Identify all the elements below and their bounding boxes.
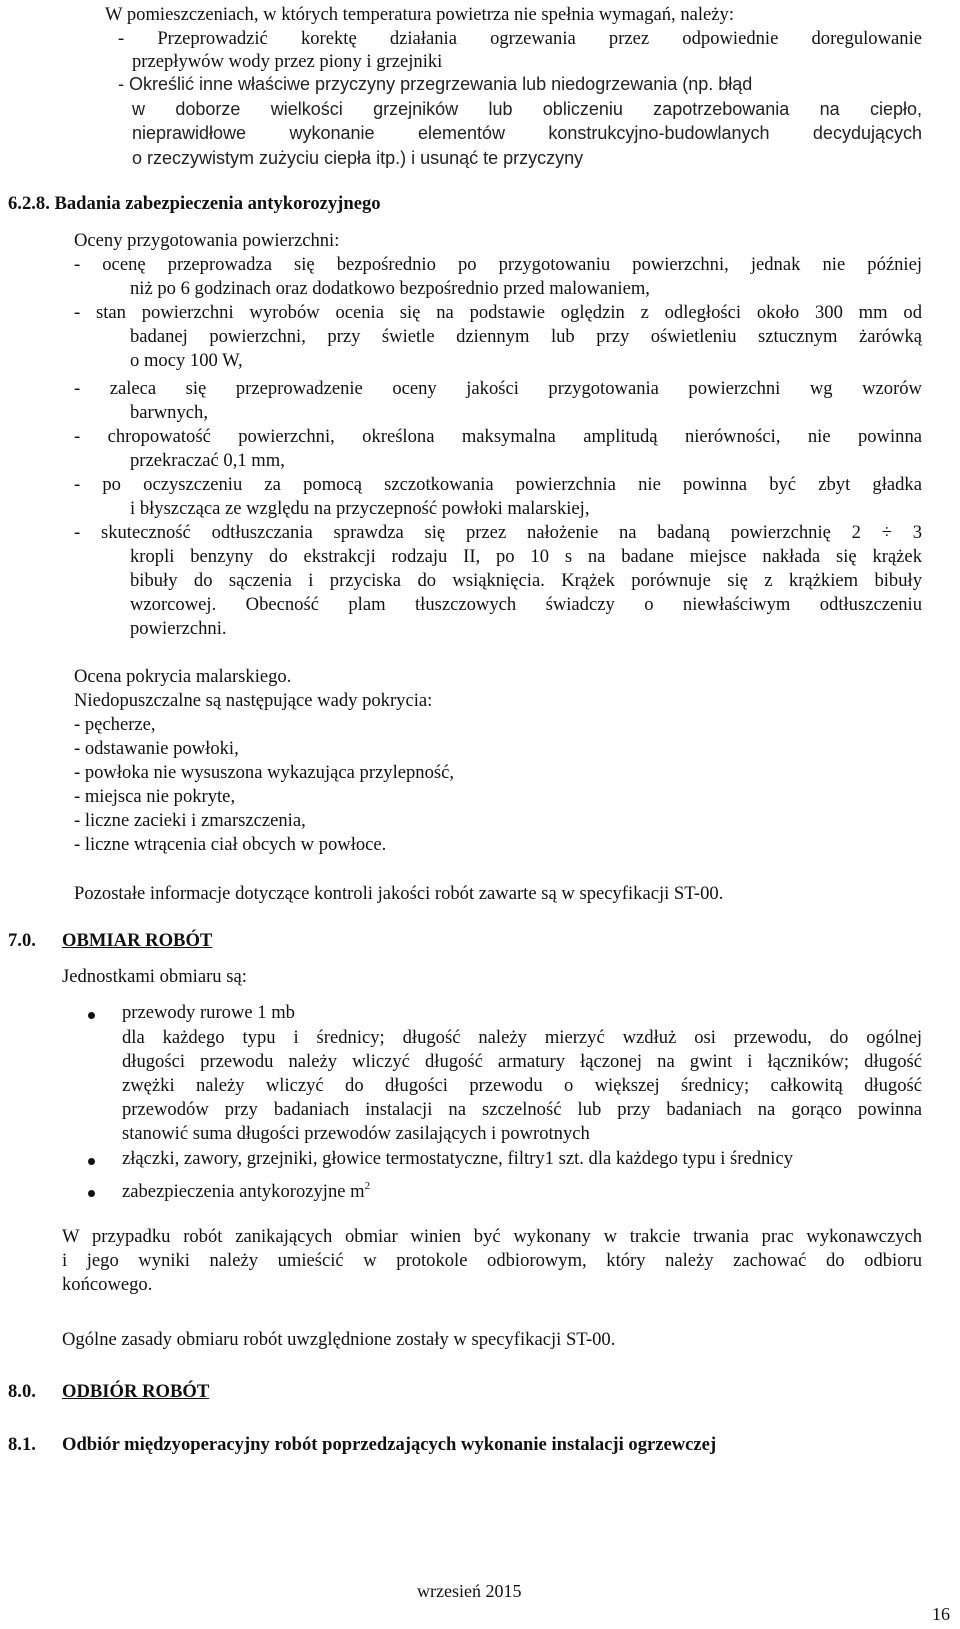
section-number: 8.1. [8, 1434, 36, 1455]
list-item: - stan powierzchni wyrobów ocenia się na podstawie oględzin z odległości około 300 mm od [74, 302, 922, 323]
list-item-continuation: przepływów wody przez piony i grzejniki [132, 51, 443, 72]
intro-text: W pomieszczeniach, w których temperatura powietrza nie spełnia wymagań, należy: [105, 4, 735, 25]
page-number: 16 [932, 1604, 950, 1624]
section-title: OBMIAR ROBÓT [62, 930, 213, 951]
list-item: - zaleca się przeprowadzenie oceny jakości przygotowania powierzchni wg wzorów [74, 378, 922, 399]
paragraph-line: i jego wyniki należy umieścić w protokole odbiorowym, który należy zachować do odbioru [62, 1250, 922, 1271]
list-item-continuation: o rzeczywistym zużyciu ciepła itp.) i usunąć te przyczyny [132, 148, 584, 168]
list-item: - ocenę przeprowadza się bezpośrednio po przygotowaniu powierzchni, jednak nie później [74, 254, 922, 275]
paragraph-line: W przypadku robót zanikających obmiar winien być wykonany w trakcie trwania prac wykonawczych [62, 1226, 922, 1247]
list-item: - Przeprowadzić korektę działania ogrzewania przez odpowiednie doregulowanie [118, 28, 922, 49]
list-item-continuation: w doborze wielkości grzejników lub obliczeniu zapotrzebowania na ciepło, [132, 99, 922, 119]
subheading: Oceny przygotowania powierzchni: [74, 230, 340, 251]
bullet-icon [88, 1012, 95, 1019]
section-number: 8.0. [8, 1381, 36, 1402]
list-item: - po oczyszczeniu za pomocą szczotkowania powierzchnia nie powinna być zbyt gładka [74, 474, 922, 495]
bullet-icon [88, 1190, 95, 1197]
bullet-item-line: zwężki należy wliczyć do długości przewodu o większej średnicy; całkowitą długość [122, 1075, 922, 1096]
bullet-item-line: dla każdego typu i średnicy; długość należy mierzyć wzdłuż osi przewodu, do ogólnej [122, 1027, 922, 1048]
bullet-item-title: przewody rurowe 1 mb [122, 1002, 295, 1023]
list-item-continuation: o mocy 100 W, [130, 350, 243, 371]
list-item: - chropowatość powierzchni, określona maksymalna amplitudą nierówności, nie powinna [74, 426, 922, 447]
list-item: - odstawanie powłoki, [74, 738, 239, 759]
list-item: - skuteczność odtłuszczania sprawdza się przez nałożenie na badaną powierzchnię 2 ÷ 3 [74, 522, 922, 543]
list-item-continuation: bibuły do sączenia i przyciska do wsiąknięcia. Krążek porównuje się z krążkiem bibuły [130, 570, 922, 591]
list-item-continuation: przekraczać 0,1 mm, [130, 450, 285, 471]
list-item: - pęcherze, [74, 714, 156, 735]
coating-title: Ocena pokrycia malarskiego. [74, 666, 292, 687]
section-heading: 6.2.8. Badania zabezpieczenia antykorozyjnego [8, 193, 381, 214]
units-label: Jednostkami obmiaru są: [62, 966, 247, 987]
bullet-item-line: przewodów przy badaniach instalacji na szczelność lub przy badaniach na gorąco powinna [122, 1099, 922, 1120]
list-item-continuation: i błyszcząca ze względu na przyczepność powłoki malarskiej, [130, 498, 590, 519]
bullet-item-title: zabezpieczenia antykorozyjne $m^2$ [122, 1180, 371, 1202]
list-item-continuation: kropli benzyny do ekstrakcji rodzaju II, po 10 s na badane miejsce nakłada się krążek [130, 546, 922, 567]
paragraph-line: końcowego. [62, 1274, 153, 1295]
list-item-continuation: powierzchni. [130, 618, 227, 639]
superscript: 2 [364, 1180, 371, 1192]
remaining-info: Pozostałe informacje dotyczące kontroli jakości robót zawarte są w specyfikacji ST-00. [74, 883, 724, 904]
coating-intro: Niedopuszczalne są następujące wady pokrycia: [74, 690, 433, 711]
list-item-continuation: niż po 6 godzinach oraz dodatkowo bezpośrednio przed malowaniem, [130, 278, 650, 299]
list-item: - liczne zacieki i zmarszczenia, [74, 810, 306, 831]
list-item: - Określić inne właściwe przyczyny przegrzewania lub niedogrzewania (np. błąd [118, 74, 753, 94]
section-title: ODBIÓR ROBÓT [62, 1381, 210, 1402]
bullet-item-line: stanowić suma długości przewodów zasilających i powrotnych [122, 1123, 590, 1144]
list-item-continuation: wzorcowej. Obecność plam tłuszczowych świadczy o niewłaściwym odtłuszczeniu [130, 594, 922, 615]
bullet-item-line: długości przewodu należy wliczyć długość armatury łączonej na gwint i łączników; długość [122, 1051, 922, 1072]
bullet-item-title: złączki, zawory, grzejniki, głowice termostatyczne, filtry1 szt. dla każdego typu i średnicy [122, 1148, 794, 1169]
footer-date: wrzesień 2015 [417, 1581, 522, 1601]
general-rules: Ogólne zasady obmiaru robót uwzględnione zostały w specyfikacji ST-00. [62, 1329, 616, 1350]
list-item-continuation: badanej powierzchni, przy świetle dziennym lub przy oświetleniu sztucznym żarówką [130, 326, 922, 347]
section-number: 7.0. [8, 930, 36, 951]
bullet-icon [88, 1158, 95, 1165]
list-item-continuation: barwnych, [130, 402, 208, 423]
list-item: - miejsca nie pokryte, [74, 786, 236, 807]
list-item: - powłoka nie wysuszona wykazująca przylepność, [74, 762, 455, 783]
list-item-continuation: nieprawidłowe wykonanie elementów konstrukcyjno-budowlanych decydujących [132, 123, 922, 143]
section-title: Odbiór międzyoperacyjny robót poprzedzających wykonanie instalacji ogrzewczej [62, 1434, 717, 1455]
list-item: - liczne wtrącenia ciał obcych w powłoce. [74, 834, 387, 855]
